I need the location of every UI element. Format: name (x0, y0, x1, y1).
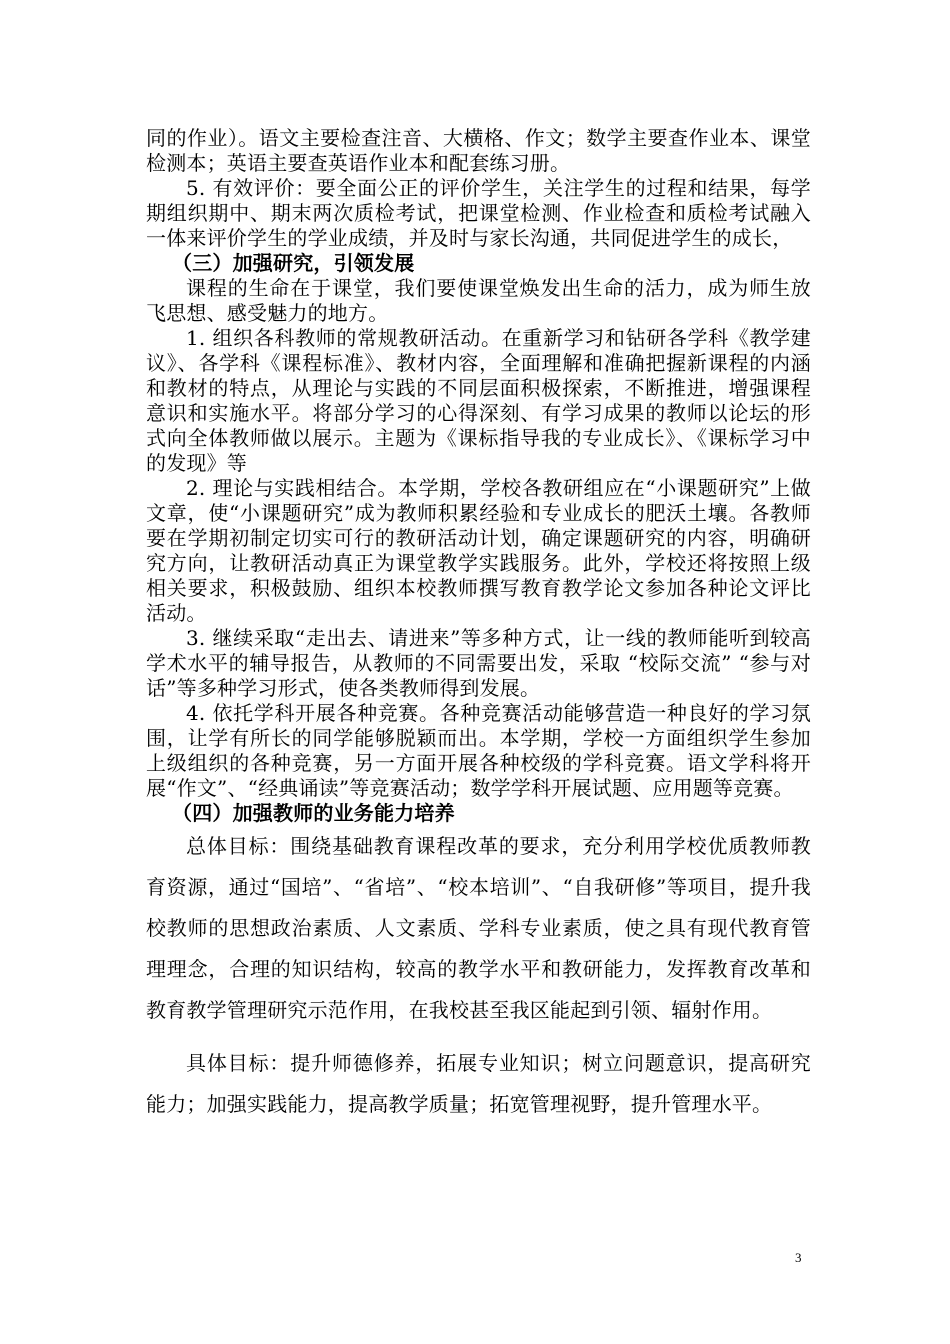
paragraph-routine-research: 1. 组织各科教师的常规教研活动。在重新学习和钻研各学科《教学建议》、各学科《课程标准》、教材内容，全面理解和准确把握新课程的内涵和教材的特点，从理论与实践的不同层面积极探索，不断推进，增强课程意识和实施水平。将部分学习的心得深刻、有学习成果的教师以论坛的形式向全体教师做以展示。主题为《课标指导我的专业成长》、《课标学习中的发现》等 (146, 326, 811, 475)
section-heading-4: （四）加强教师的业务能力培养 (172, 801, 455, 825)
paragraph-curriculum-life: 课程的生命在于课堂，我们要使课堂焕发出生命的活力，成为师生放飞思想、感受魅力的地方。 (146, 276, 811, 325)
paragraph-competitions: 4. 依托学科开展各种竞赛。各种竞赛活动能够营造一种良好的学习氛围，让学有所长的同学能够脱颖而出。本学期，学校一方面组织学生参加上级组织的各种竞赛，另一方面开展各种校级的学科竞赛。语文学科将开展“作文”、“经典诵读”等竞赛活动；数学学科开展试题、应用题等竞赛。 (146, 701, 811, 800)
page-number: 3 (795, 1250, 802, 1265)
paragraph-effective-evaluation: 5. 有效评价：要全面公正的评价学生，关注学生的过程和结果，每学期组织期中、期末两次质检考试，把课堂检测、作业检查和质检考试融入一体来评价学生的学业成绩，并及时与家长沟通，共同促进学生的成长， (146, 176, 811, 250)
paragraph-overall-goal: 总体目标：围绕基础教育课程改革的要求，充分利用学校优质教师教育资源，通过“国培”、“省培”、“校本培训”、“自我研修”等项目，提升我校教师的思想政治素质、人文素质、学科专业素质，使之具有现代教育管理理念，合理的知识结构，较高的教学水平和教研能力，发挥教育改革和教育教学管理研究示范作用，在我校甚至我区能起到引领、辐射作用。 (146, 834, 811, 1022)
document-body (146, 126, 811, 1125)
paragraph-go-out-invite-in: 3. 继续采取“走出去、请进来”等多种方式，让一线的教师能听到较高学术水平的辅导报告，从教师的不同需要出发，采取 “校际交流” “参与对话”等多种学习形式，使各类教师得到发展。 (146, 626, 811, 700)
paragraph-specific-goal: 具体目标：提升师德修养，拓展专业知识；树立问题意识，提高研究能力；加强实践能力，提高教学质量；拓宽管理视野，提升管理水平。 (146, 1051, 811, 1116)
paragraph-theory-practice: 2. 理论与实践相结合。本学期，学校各教研组应在“小课题研究”上做文章，使“小课题研究”成为教师积累经验和专业成长的肥沃土壤。各教师要在学期初制定切实可行的教研活动计划，确定课题研究的内容，明确研究方向，让教研活动真正为课堂教学实践服务。此外，学校还将按照上级相关要求，积极鼓励、组织本校教师撰写教育教学论文参加各种论文评比活动。 (146, 476, 811, 625)
paragraph-homework-check: 同的作业）。语文主要检查注音、大横格、作文；数学主要查作业本、课堂检测本；英语主要查英语作业本和配套练习册。 (146, 126, 811, 175)
section-heading-3: （三）加强研究，引领发展 (172, 251, 415, 275)
